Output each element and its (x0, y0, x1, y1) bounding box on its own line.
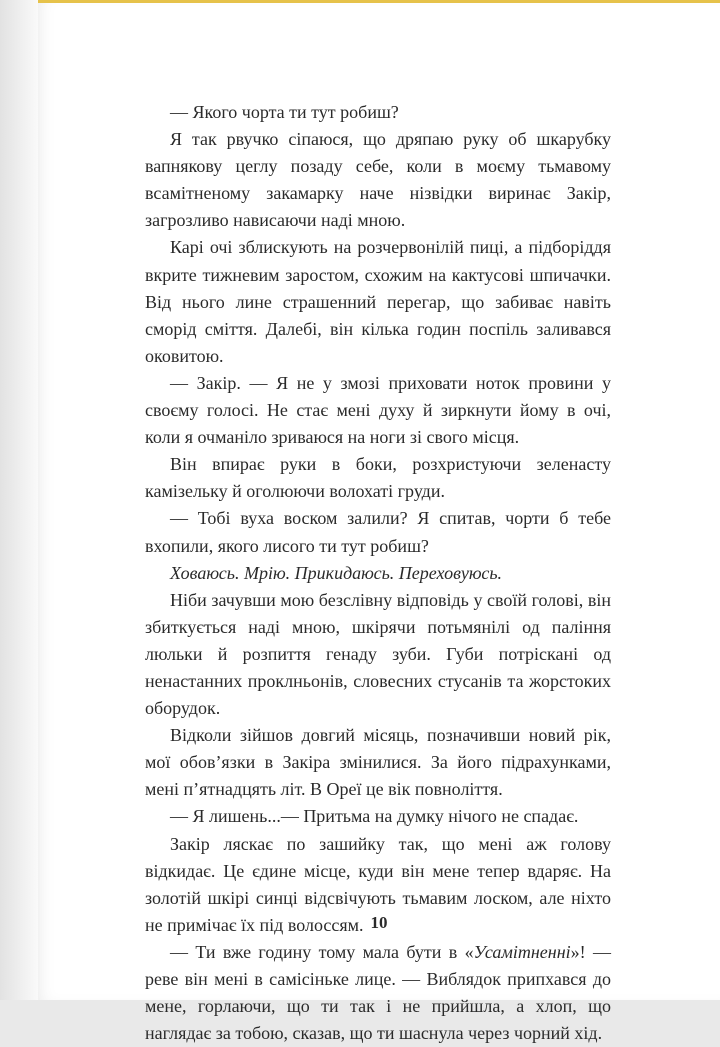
paragraph-text-before: — Ти вже годину тому мала бути в « (170, 941, 474, 962)
paragraph: — Якого чорта ти тут робиш? (170, 102, 399, 122)
page-body-text (145, 99, 611, 1047)
paragraph: — Тобі вуха воском залили? Я спитав, чорти б тебе вхопили, якого лисого ти тут робиш? (145, 508, 611, 556)
italic-place-name: Усамітненні (473, 941, 571, 962)
paragraph: — Я лишень...— Притьма на думку нічого не спадає. (170, 806, 579, 827)
paragraph: Відколи зійшов довгий місяць, позначивши новий рік, мої обов’язки в Закіра змінилися. За його підрахунками, мені п’ятнадцять літ. В Ореї це вік повноліття. (145, 725, 611, 800)
paragraph: Карі очі зблискують на розчервонілій пиці, а підборіддя вкрите тижневим заростом, схожим на кактусові шпичачки. Від нього лине страшенний перегар, що забиває навіть сморід сміття. Далебі, він кілька годин поспіль заливався оковитою. (145, 237, 611, 366)
page-number: 10 (370, 913, 388, 932)
paragraph: Я так рвучко сіпаюся, що дряпаю руку об шкарубку вапнякову цеглу позаду себе, коли в моєму тьмавому всамітненому закамарку наче нізвідки виринає Закір, загрозливо нависаючи наді мною. (145, 129, 611, 231)
book-spine-shadow (0, 0, 40, 1000)
paragraph: — Закір. — Я не у змозі приховати ноток провини у своєму голосі. Не стає мені духу й зиркнути йому в очі, коли я очманіло зриваюся на ноги зі свого місця. (145, 372, 611, 448)
italic-thought-paragraph: Ховаюсь. Мрію. Прикидаюсь. Переховуюсь. (170, 562, 503, 583)
paragraph: Закір ляскає по зашийку так, що мені аж голову відкидає. Це єдине місце, куди він мене тепер вдаряє. На золотій шкірі синці відсвічують тьмавим лоском, але ніхто не примічає їх під волоссям. (145, 833, 611, 935)
paragraph: Ніби зачувши мою безслівну відповідь у своїй голові, він збиткується наді мною, шкірячи потьмянілі од паління люльки й розпиття генаду зуби. Губи потріскані од ненастанних проклньонів, словесних стусанів та жорстоких оборудок. (145, 589, 611, 719)
paragraph (145, 939, 611, 1047)
book-page (38, 0, 720, 1044)
top-accent-rule (38, 0, 720, 3)
paragraph-text-after: »! — реве він мені в самісіньке лице. — Виблядок припхався до мене, горлаючи, що ти так і не прийшла, а хлоп, що наглядає за тобою, сказав, що ти шаснула через чорний хід. (145, 941, 611, 1044)
paragraph: Він впирає руки в боки, розхристуючи зеленасту камізельку й оголюючи волохаті груди. (145, 454, 611, 502)
